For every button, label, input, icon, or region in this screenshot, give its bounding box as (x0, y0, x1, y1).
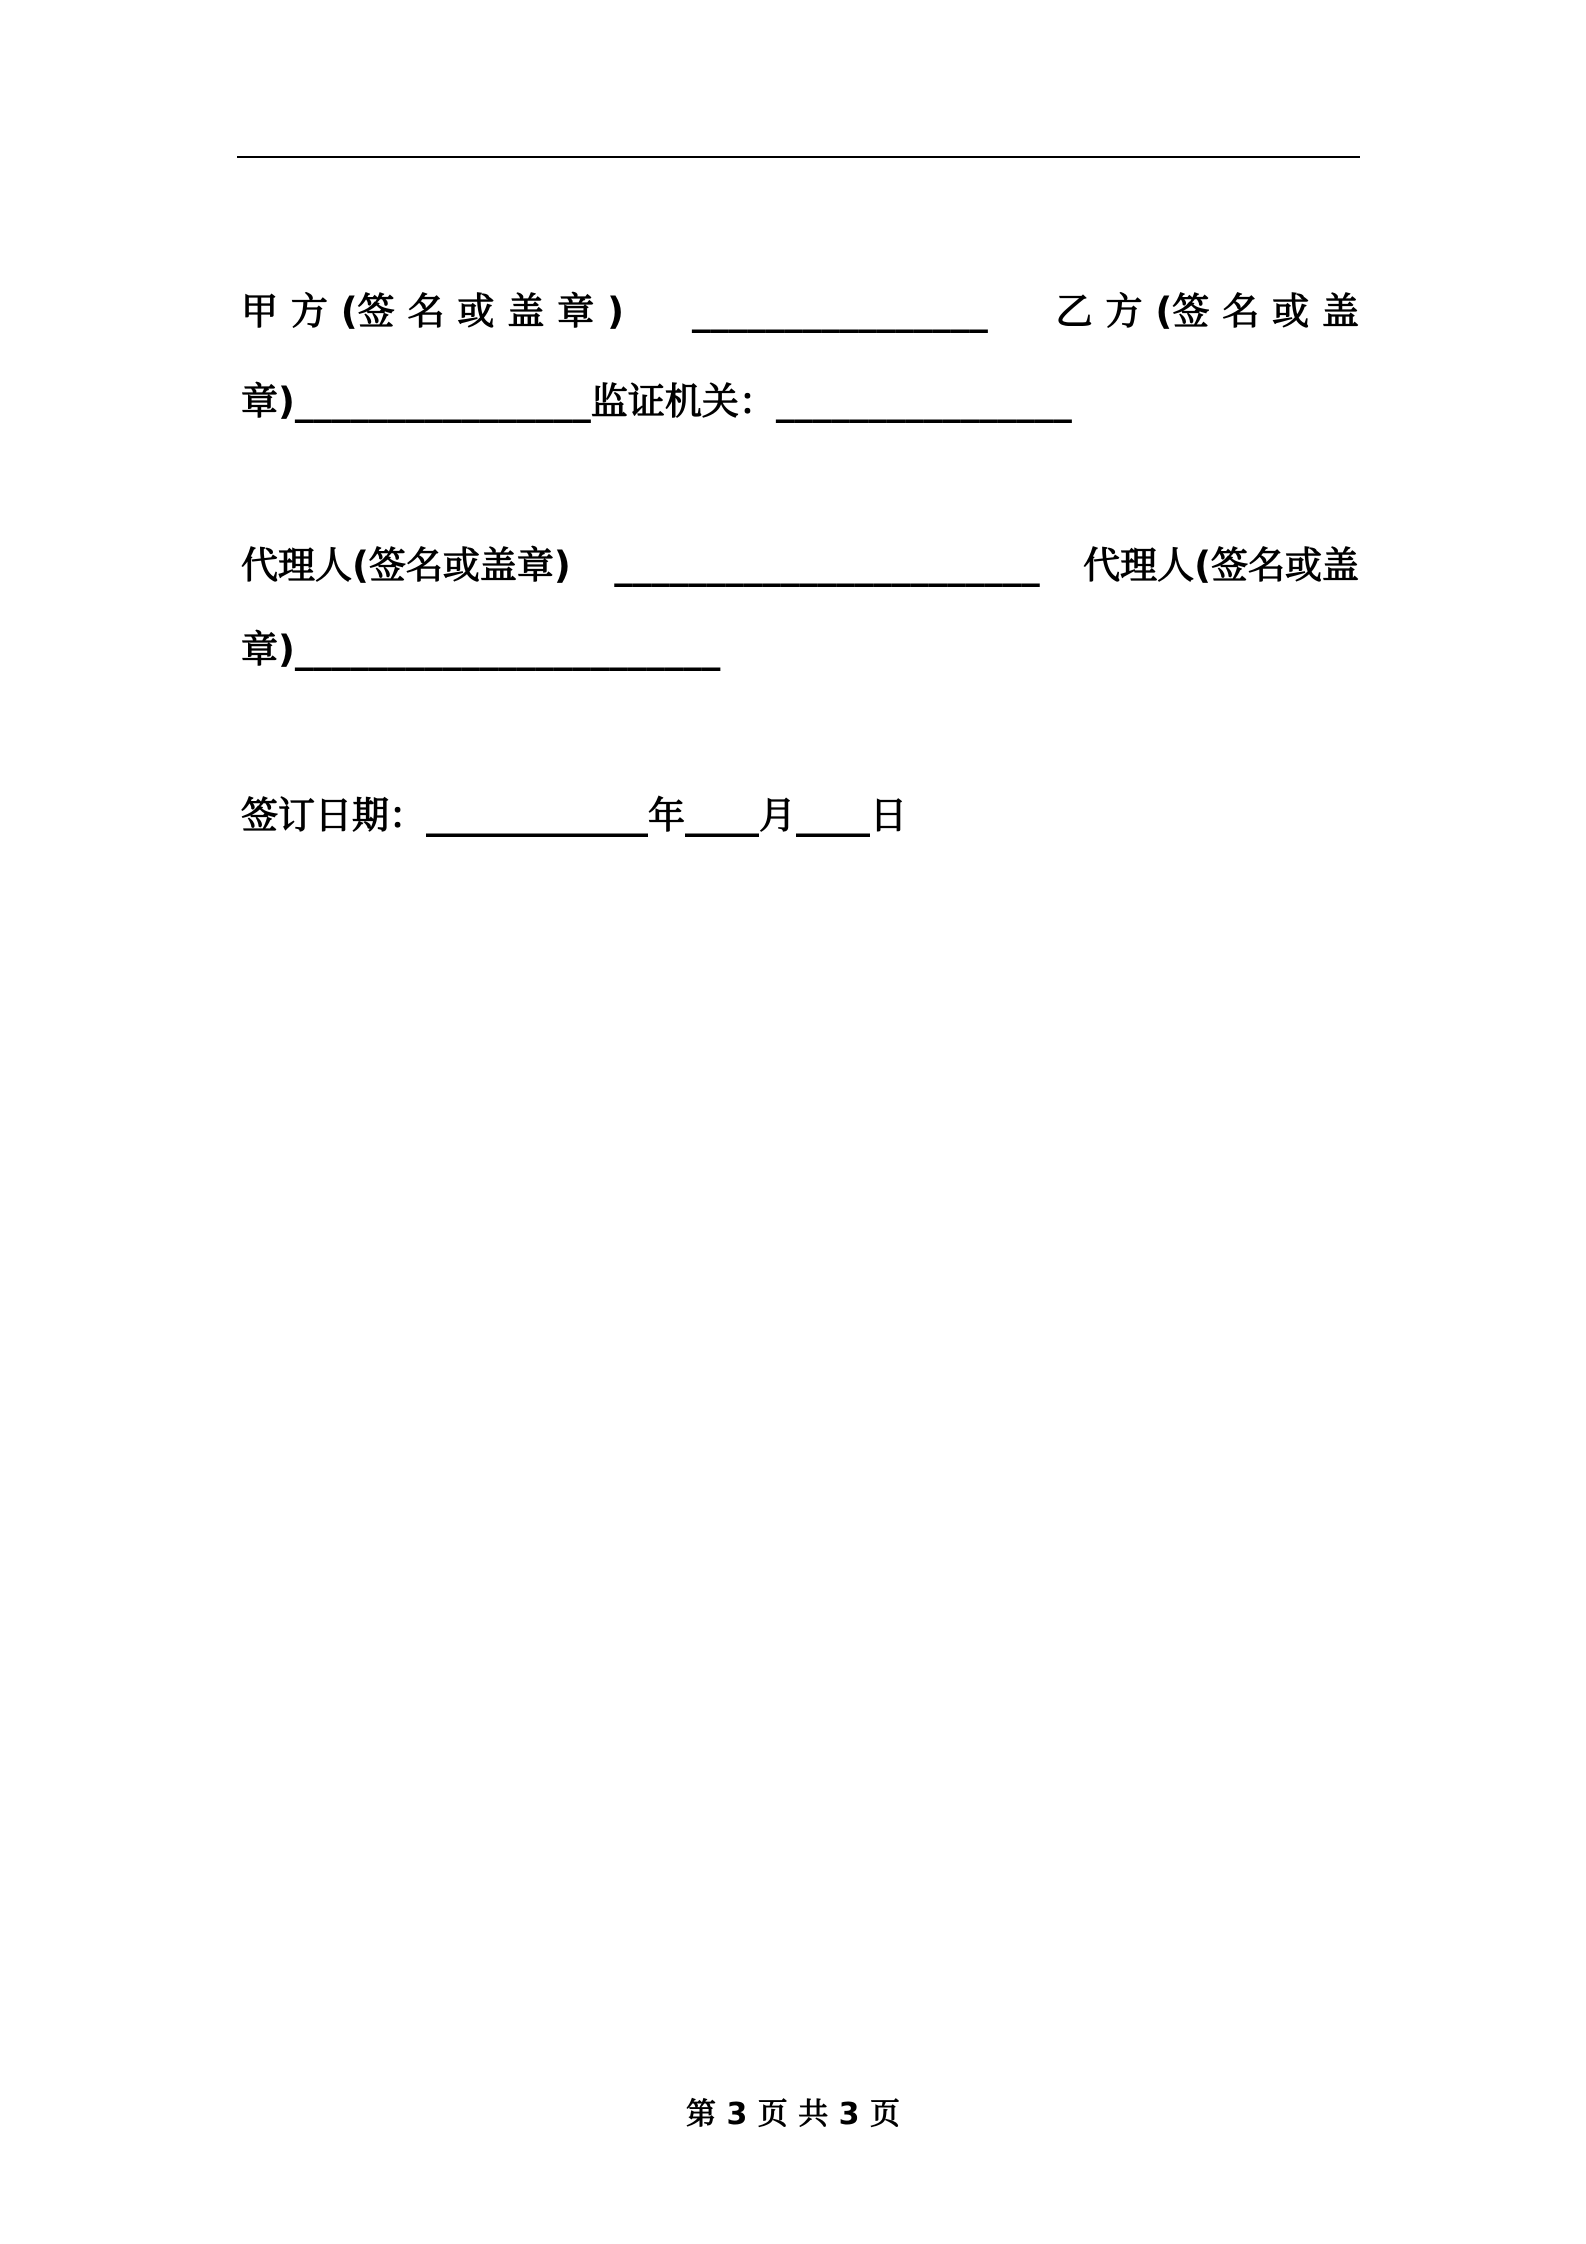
agent-b-signature-blank: _______________________ (294, 628, 721, 671)
signing-date-line (241, 790, 1359, 842)
day-label: 日 (870, 794, 907, 837)
party-b-signature-blank: ________________ (294, 380, 591, 423)
date-month-blank: ____ (685, 794, 759, 837)
party-a-label: 甲 方 (签 名 或 盖 章 ) (241, 290, 624, 333)
agent-b-label: 代理人(签名或盖 (1083, 544, 1359, 587)
page-number-footer: 第 3 页 共 3 页 (686, 2097, 900, 2132)
agent-b-label-cont: 章) (241, 628, 295, 671)
date-label: 签订日期： (241, 794, 426, 837)
agent-a-label: 代理人(签名或盖章) (241, 544, 571, 587)
party-a-signature-blank: ________________ (691, 290, 988, 333)
signature-line-supervisor (241, 376, 1359, 428)
supervisor-blank: ________________ (775, 380, 1072, 423)
date-day-blank: ____ (796, 794, 870, 837)
year-label: 年 (648, 794, 685, 837)
date-year-blank: ____________ (426, 794, 648, 837)
signature-line-agent-b-cont (241, 624, 1359, 676)
signature-line-parties (241, 286, 1359, 338)
supervisor-label: 监证机关： (590, 380, 776, 423)
month-label: 月 (759, 794, 796, 837)
agent-a-signature-blank: _______________________ (614, 544, 1040, 587)
party-b-label: 乙 方 (签 名 或 盖 (1055, 290, 1359, 333)
party-b-label-cont: 章) (241, 380, 295, 423)
signature-line-agents (241, 540, 1359, 592)
header-rule (237, 156, 1360, 158)
